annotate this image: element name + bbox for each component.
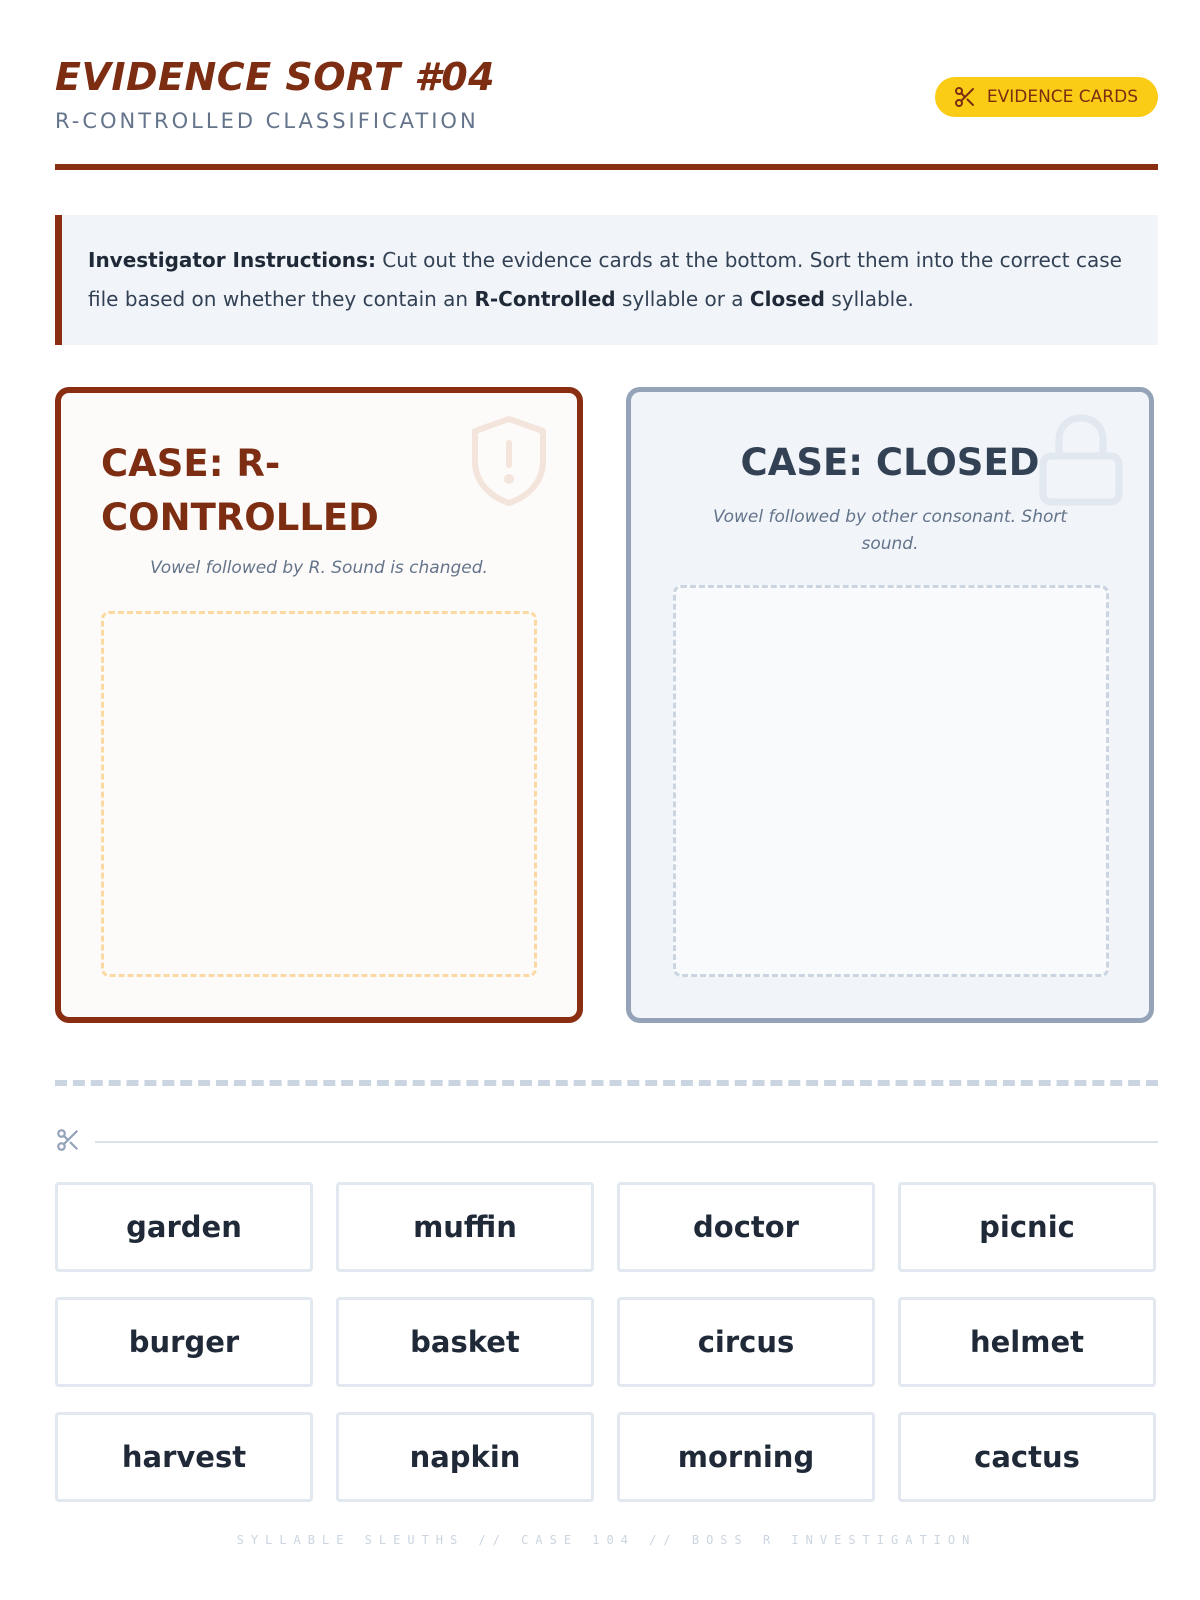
case-file-closed [626,387,1154,1023]
evidence-card[interactable]: harvest [55,1412,313,1502]
case-description-closed: Vowel followed by other consonant. Short sound. [712,507,1068,554]
instructions-lead: Investigator Instructions: [88,248,376,272]
drop-zone-closed[interactable] [673,585,1109,977]
evidence-card[interactable]: basket [336,1297,594,1387]
badge-label: EVIDENCE CARDS [986,87,1138,107]
evidence-card[interactable]: muffin [336,1182,594,1272]
evidence-card[interactable]: morning [617,1412,875,1502]
header-divider [55,164,1158,170]
evidence-card[interactable]: circus [617,1297,875,1387]
page-title: EVIDENCE SORT #04 [55,55,496,99]
shield-alert-icon [467,413,551,513]
evidence-card[interactable]: doctor [617,1182,875,1272]
instructions-text-2: syllable or a [615,287,750,311]
scissors-icon [55,1127,81,1157]
cut-guide [55,1127,1158,1157]
evidence-card[interactable]: garden [55,1182,313,1272]
instructions-text-3: syllable. [824,287,914,311]
page-subtitle: R-CONTROLLED CLASSIFICATION [55,109,479,133]
case-description-r-controlled: Vowel followed by R. Sound is changed. [150,558,488,578]
case-title-closed: CASE: CLOSED [740,441,1040,484]
instructions-term-r-controlled: R-Controlled [474,287,616,311]
evidence-card[interactable]: burger [55,1297,313,1387]
cut-line [55,1080,1158,1086]
evidence-card[interactable]: picnic [898,1182,1156,1272]
instructions-text-1: Cut out the evidence cards at the bottom. Sort them into the correct case file based on whether they contain an [88,248,1122,311]
cut-guide-line [95,1141,1158,1143]
footer-text: SYLLABLE SLEUTHS // CASE 104 // BOSS R INVESTIGATION [236,1533,977,1547]
instructions-term-closed: Closed [749,287,825,311]
evidence-cards [55,1182,1158,1502]
scissors-icon [953,85,977,109]
evidence-card[interactable]: helmet [898,1297,1156,1387]
instructions-box [55,215,1158,345]
header [55,55,1158,175]
evidence-card[interactable]: napkin [336,1412,594,1502]
worksheet [55,0,1158,1600]
drop-zone-r-controlled[interactable] [101,611,537,977]
case-file-r-controlled [55,387,583,1023]
evidence-cards-badge [935,77,1158,117]
case-title-r-controlled: CASE: R-CONTROLLED [101,442,379,539]
evidence-card[interactable]: cactus [898,1412,1156,1502]
